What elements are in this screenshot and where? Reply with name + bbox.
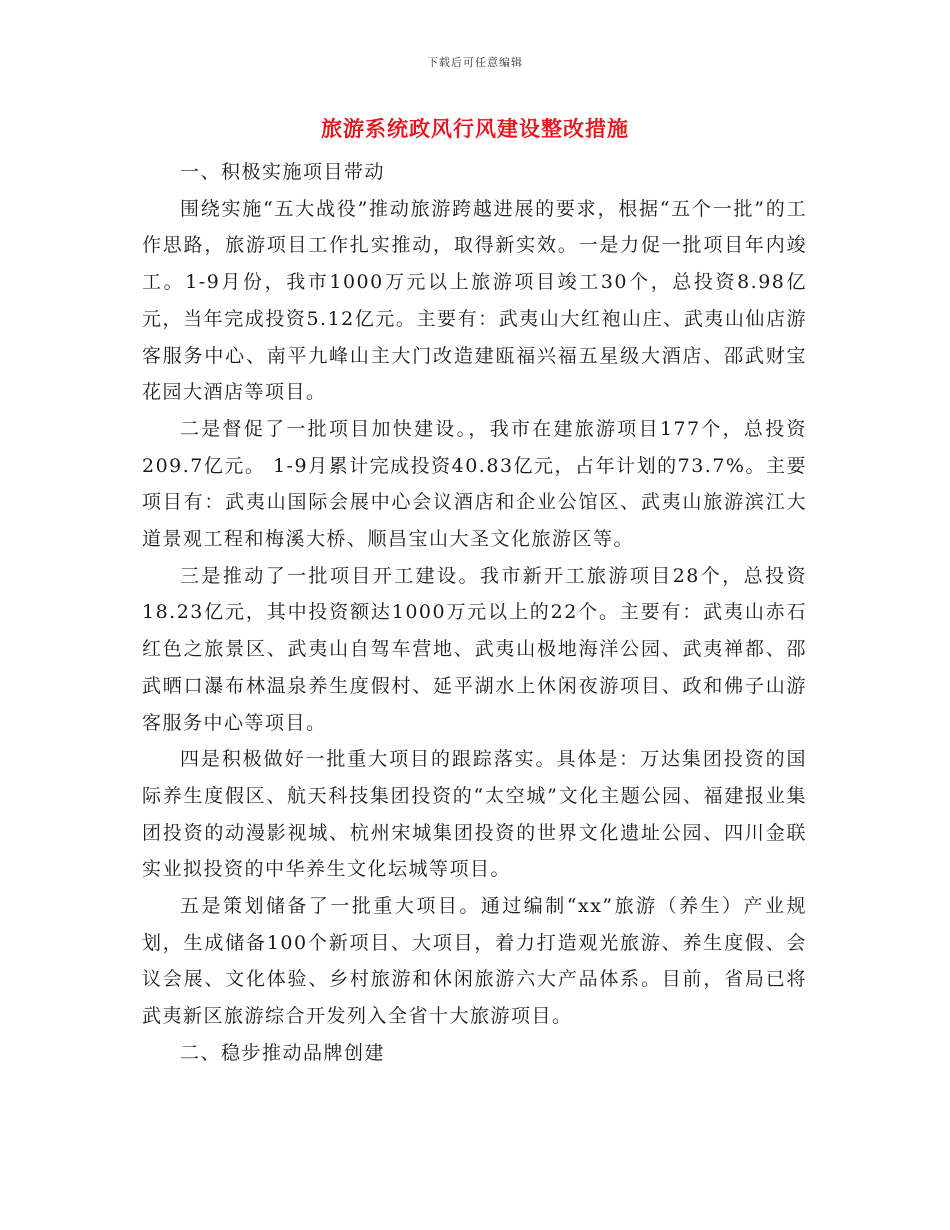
- paragraph-3: 三是推动了一批项目开工建设。我市新开工旅游项目28个，总投资18.23亿元，其中投资额达1000万元以上的22个。主要有：武夷山赤石红色之旅景区、武夷山自驾车营地、武夷山极地海洋公园、武夷禅都、邵武晒口瀑布林温泉养生度假村、延平湖水上休闲夜游项目、政和佛子山游客服务中心等项目。: [142, 564, 807, 734]
- document-body: [142, 154, 807, 1072]
- paragraph-5: 五是策划储备了一批重大项目。通过编制“xx”旅游（养生）产业规划，生成储备100个新项目、大项目，着力打造观光旅游、养生度假、会议会展、文化体验、乡村旅游和休闲旅游六大产品体系。目前，省局已将武夷新区旅游综合开发列入全省十大旅游项目。: [142, 895, 807, 1028]
- paragraph-4: 四是积极做好一批重大项目的跟踪落实。具体是：万达集团投资的国际养生度假区、航天科技集团投资的“太空城”文化主题公园、福建报业集团投资的动漫影视城、杭州宋城集团投资的世界文化遗址公园、四川金联实业拟投资的中华养生文化坛城等项目。: [142, 748, 807, 881]
- paragraph-2: 二是督促了一批项目加快建设。，我市在建旅游项目177个，总投资209.7亿元。 1-9月累计完成投资40.83亿元，占年计划的73.7%。主要项目有：武夷山国际会展中心会议酒店和企业公馆区、武夷山旅游滨江大道景观工程和梅溪大桥、顺昌宝山大圣文化旅游区等。: [142, 417, 807, 551]
- page-header-note: 下载后可任意编辑: [427, 56, 523, 69]
- section-heading-2: 二、稳步推动品牌创建: [180, 1041, 386, 1064]
- paragraph-1: 围绕实施“五大战役”推动旅游跨越进展的要求，根据“五个一批”的工作思路，旅游项目工作扎实推动，取得新实效。一是力促一批项目年内竣工。1-9月份，我市1000万元以上旅游项目竣工30个，总投资8.98亿元，当年完成投资5.12亿元。主要有：武夷山大红袍山庄、武夷山仙店游客服务中心、南平九峰山主大门改造建瓯福兴福五星级大酒店、邵武财宝花园大酒店等项目。: [142, 197, 807, 404]
- document-title: 旅游系统政风行风建设整改措施: [321, 116, 629, 141]
- section-heading-1: 一、积极实施项目带动: [180, 161, 386, 183]
